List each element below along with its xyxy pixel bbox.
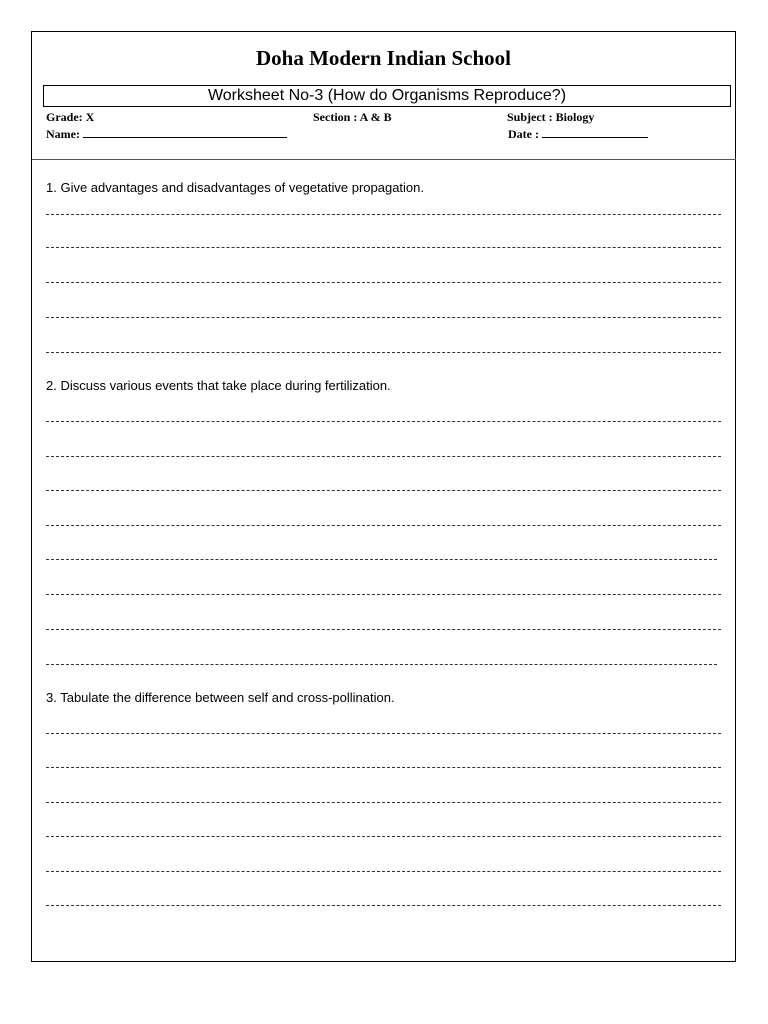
answer-line[interactable] bbox=[46, 352, 721, 353]
question-2: 2. Discuss various events that take place during fertilization. bbox=[46, 378, 391, 393]
answer-line[interactable] bbox=[46, 836, 721, 837]
question-3: 3. Tabulate the difference between self and cross-pollination. bbox=[46, 690, 395, 705]
answer-line[interactable] bbox=[46, 456, 721, 457]
date-blank-line[interactable] bbox=[542, 127, 648, 138]
section-label: Section : A & B bbox=[313, 110, 392, 124]
answer-line[interactable] bbox=[46, 629, 721, 630]
date-label: Date : bbox=[508, 127, 539, 141]
worksheet-page bbox=[31, 31, 736, 962]
answer-line[interactable] bbox=[46, 421, 721, 422]
date-field[interactable] bbox=[508, 127, 648, 142]
answer-line[interactable] bbox=[46, 802, 721, 803]
answer-line[interactable] bbox=[46, 871, 721, 872]
answer-line[interactable] bbox=[46, 664, 717, 665]
subject-label: Subject : Biology bbox=[507, 110, 595, 124]
school-name: Doha Modern Indian School bbox=[256, 46, 511, 70]
answer-line[interactable] bbox=[46, 559, 717, 560]
answer-line[interactable] bbox=[46, 282, 721, 283]
answer-line[interactable] bbox=[46, 767, 721, 768]
name-blank-line[interactable] bbox=[83, 127, 287, 138]
answer-line[interactable] bbox=[46, 317, 721, 318]
worksheet-title: Worksheet No-3 (How do Organisms Reproduce?) bbox=[207, 87, 567, 104]
name-field[interactable] bbox=[46, 127, 287, 142]
answer-line[interactable] bbox=[46, 214, 721, 215]
grade-label: Grade: X bbox=[46, 110, 95, 124]
answer-line[interactable] bbox=[46, 594, 721, 595]
header-divider bbox=[32, 159, 736, 160]
answer-line[interactable] bbox=[46, 525, 721, 526]
question-1: 1. Give advantages and disadvantages of vegetative propagation. bbox=[46, 180, 424, 195]
answer-line[interactable] bbox=[46, 905, 721, 906]
worksheet-title-box bbox=[43, 85, 731, 107]
name-label: Name: bbox=[46, 127, 80, 141]
answer-line[interactable] bbox=[46, 490, 721, 491]
answer-line[interactable] bbox=[46, 733, 721, 734]
answer-line[interactable] bbox=[46, 247, 721, 248]
